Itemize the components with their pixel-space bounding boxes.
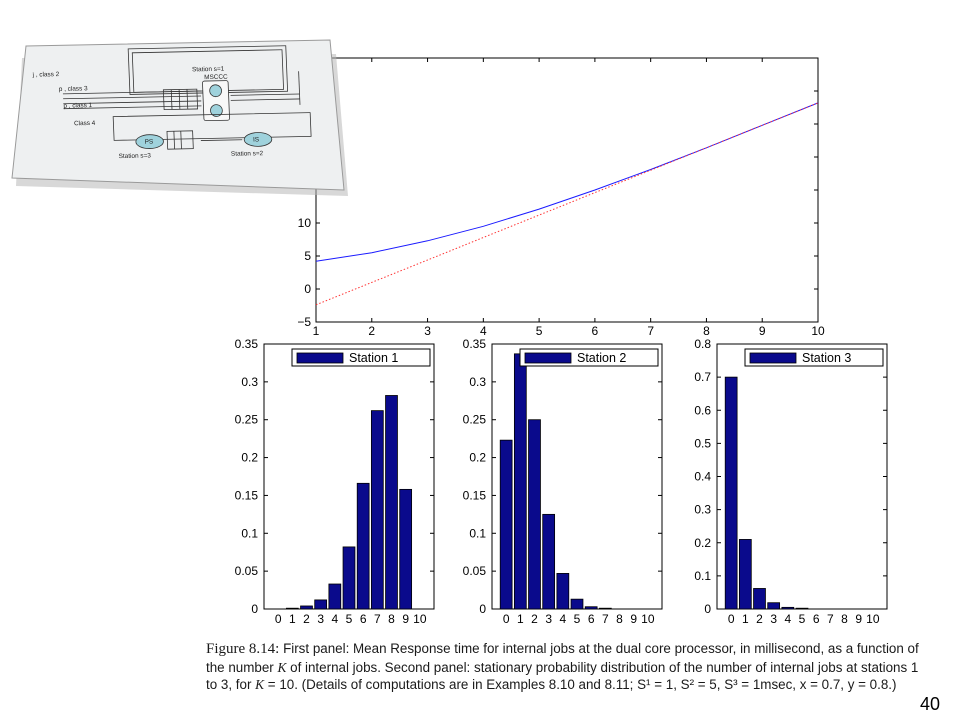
x-tick-label: 9: [758, 324, 766, 338]
x-tick-label: 8: [388, 612, 395, 626]
x-tick-label: 6: [591, 324, 599, 338]
y-tick-label: 0: [479, 602, 486, 616]
x-tick-label: 6: [587, 612, 595, 626]
x-tick-label: 9: [855, 612, 863, 626]
bar: [529, 420, 541, 609]
caption-s-values: S¹ = 1, S² = 5, S³ = 1msec, x = 0.7, y = 0.8.): [637, 677, 897, 692]
x-tick-label: 10: [811, 324, 825, 338]
series-line-blue: [316, 103, 818, 261]
y-tick-label: 0.1: [469, 526, 486, 541]
x-tick-label: 4: [331, 612, 339, 626]
y-tick-label: 0.35: [234, 337, 258, 351]
x-tick-label: 9: [630, 612, 638, 626]
y-tick-label: 0.1: [241, 526, 258, 541]
x-tick-label: 4: [559, 612, 567, 626]
x-tick-label: 1: [516, 612, 524, 626]
caption-k-1: K: [277, 659, 287, 675]
queue-network-diagram: [12, 40, 348, 196]
y-tick-label: 10: [297, 216, 311, 230]
x-tick-label: 10: [866, 612, 880, 626]
y-tick-label: 0.2: [694, 535, 711, 550]
bar: [286, 608, 298, 609]
caption-k-2: K: [255, 677, 265, 692]
x-tick-label: 2: [531, 612, 538, 626]
x-tick-label: 3: [770, 612, 778, 626]
x-tick-label: 9: [402, 612, 410, 626]
x-tick-label: 8: [841, 612, 848, 626]
bar: [514, 354, 526, 609]
y-tick-label: 0.35: [462, 337, 486, 351]
legend-label: Station 3: [802, 351, 852, 365]
bar: [585, 607, 597, 609]
x-tick-label: 4: [784, 612, 792, 626]
y-tick-label: 0.5: [694, 436, 711, 451]
line-chart: [297, 58, 825, 338]
y-tick-label: 0.25: [462, 412, 486, 427]
diagram-label-class2: j , class 2: [32, 71, 60, 79]
diagram-label-station2: Station s=2: [230, 150, 264, 158]
diagram-label-station1: Station s=1: [191, 65, 225, 74]
x-tick-label: 1: [741, 612, 749, 626]
diagram-label-class1: p , class 1: [63, 102, 93, 110]
bar-chart-station-2: [463, 337, 662, 626]
legend-swatch: [750, 353, 796, 363]
bar: [301, 606, 313, 609]
bar: [739, 539, 751, 609]
x-tick-label: 0: [502, 612, 510, 626]
bar: [343, 547, 355, 609]
bar: [543, 514, 555, 609]
y-tick-label: 0.1: [694, 568, 711, 583]
y-tick-label: 0.05: [234, 564, 258, 579]
diagram-core-1: [209, 85, 221, 97]
x-tick-label: 5: [798, 612, 806, 626]
x-tick-label: 5: [573, 612, 581, 626]
bar: [768, 603, 780, 609]
y-tick-label: 0.6: [694, 403, 711, 418]
y-tick-label: 0.15: [462, 488, 486, 503]
y-tick-label: 0: [251, 602, 258, 616]
line-chart-frame: [316, 58, 818, 322]
x-tick-label: 0: [727, 612, 735, 626]
diagram-label-ps: PS: [144, 138, 154, 146]
bar: [782, 607, 794, 609]
x-tick-label: 6: [359, 612, 367, 626]
y-tick-label: 0.3: [694, 502, 711, 517]
y-tick-label: 0.15: [234, 488, 258, 503]
bar-chart-station-3: [694, 337, 887, 626]
y-tick-label: 0: [704, 602, 711, 616]
y-tick-label: 0.4: [694, 469, 711, 484]
bar: [400, 489, 412, 609]
y-tick-label: 0.3: [469, 374, 486, 389]
y-tick-label: 0.2: [469, 450, 486, 465]
caption-text-3: = 10. (Details of computations are in Examples 8.10 and 8.11;: [264, 677, 638, 692]
x-tick-label: 3: [424, 324, 431, 338]
y-tick-label: 0: [304, 282, 311, 296]
x-tick-label: 7: [373, 612, 381, 626]
bar: [315, 600, 327, 609]
x-tick-label: 10: [641, 612, 655, 626]
caption-text-2: of internal jobs. Second panel: stationary probability distribution of the number of internal jobs at stations 1 to 3, for: [206, 659, 919, 692]
y-tick-label: 5: [304, 249, 311, 263]
diagram-label-class3: p , class 3: [58, 85, 88, 93]
x-tick-label: 7: [647, 324, 655, 338]
diagram-label-mscc: MSCCC: [204, 73, 228, 82]
y-tick-label: −5: [297, 315, 311, 329]
bar: [599, 608, 611, 609]
x-tick-label: 5: [345, 612, 353, 626]
y-tick-label: 0.7: [694, 370, 711, 385]
x-tick-label: 2: [756, 612, 763, 626]
y-tick-label: 0.25: [234, 412, 258, 427]
bar: [357, 483, 369, 609]
figure-label: Figure 8.14:: [206, 641, 280, 657]
diagram-label-class4: Class 4: [73, 119, 96, 128]
x-tick-label: 7: [826, 612, 834, 626]
y-tick-label: 0.8: [694, 337, 711, 351]
bar: [796, 608, 808, 609]
x-tick-label: 6: [812, 612, 820, 626]
bar: [500, 440, 512, 609]
series-line-red: [316, 103, 818, 305]
x-tick-label: 2: [303, 612, 310, 626]
x-tick-label: 8: [703, 324, 710, 338]
figure-caption: [206, 640, 924, 694]
y-tick-label: 0.3: [241, 374, 258, 389]
caption-text-1: First panel: Mean Response time for internal jobs at the dual core processor, in millisecond, as a function of the number: [206, 641, 919, 675]
bar: [571, 599, 583, 609]
x-tick-label: 3: [317, 612, 325, 626]
x-tick-label: 10: [413, 612, 427, 626]
bar: [329, 584, 341, 609]
diagram-label-station3: Station s=3: [118, 152, 151, 161]
x-tick-label: 5: [535, 324, 543, 338]
legend-swatch: [525, 353, 571, 363]
y-tick-label: 0.05: [462, 564, 486, 579]
y-tick-label: 0.2: [241, 450, 258, 465]
x-tick-label: 7: [601, 612, 609, 626]
legend-label: Station 1: [349, 351, 399, 365]
bar: [371, 411, 383, 609]
diagram-label-is: IS: [252, 136, 260, 144]
bar: [386, 395, 398, 609]
legend-label: Station 2: [577, 351, 627, 365]
bar: [754, 588, 766, 609]
bar: [725, 377, 737, 609]
x-tick-label: 1: [288, 612, 296, 626]
x-tick-label: 1: [312, 324, 320, 338]
page-number: 40: [919, 694, 940, 714]
bar: [557, 573, 569, 609]
x-tick-label: 2: [368, 324, 376, 338]
bar-chart-station-1: [235, 337, 434, 626]
line-chart-axes: [297, 58, 825, 338]
legend-swatch: [297, 353, 343, 363]
x-tick-label: 3: [545, 612, 553, 626]
x-tick-label: 0: [274, 612, 282, 626]
x-tick-label: 4: [479, 324, 487, 338]
x-tick-label: 8: [616, 612, 623, 626]
